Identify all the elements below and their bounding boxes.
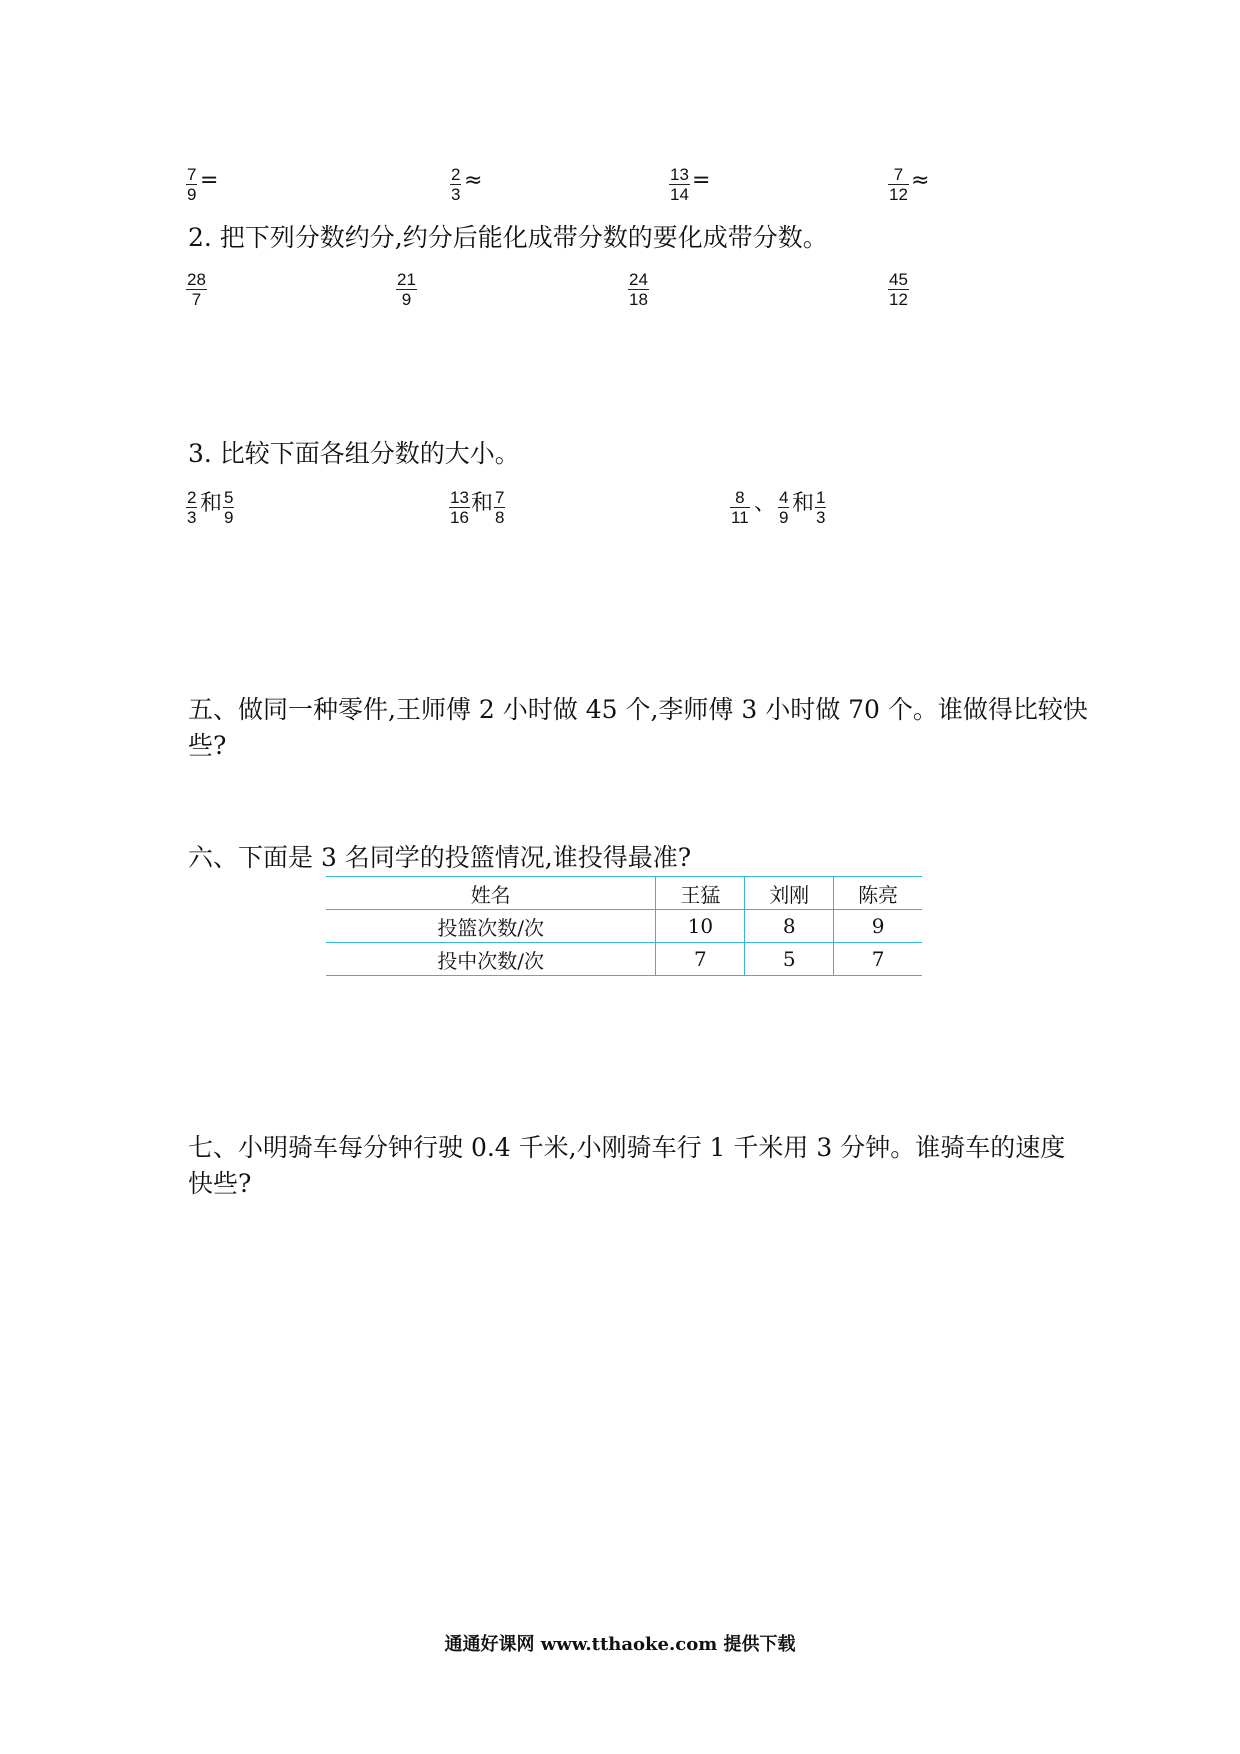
table-header-row	[326, 877, 922, 910]
fraction-45-12: 45 12	[889, 270, 908, 309]
equals-sign: =	[200, 168, 219, 193]
table-cell: 9	[834, 910, 922, 943]
separator-text: 、	[754, 491, 777, 516]
approx-sign: ≈	[464, 168, 483, 193]
q7-line2: 快些?	[188, 1169, 252, 1198]
header-student: 陈亮	[834, 877, 922, 910]
approx-sign: ≈	[911, 168, 930, 193]
table-cell: 5	[745, 943, 834, 976]
row-label: 投篮次数/次	[326, 910, 656, 943]
fraction-2-3: 2 3	[451, 165, 461, 204]
table-row	[326, 910, 922, 943]
fraction-8-11: 8 11	[731, 488, 749, 527]
fraction-7-8: 7 8	[495, 488, 505, 527]
fraction-7-9: 7 9	[187, 165, 197, 204]
and-text: 和	[200, 491, 223, 516]
q5-line1: 五、做同一种零件,王师傅 2 小时做 45 个,李师傅 3 小时做 70 个。谁做得比较快	[188, 695, 1088, 724]
header-name: 姓名	[326, 877, 656, 910]
fraction-24-18: 24 18	[629, 270, 648, 309]
table-cell: 7	[656, 943, 745, 976]
header-student: 王猛	[656, 877, 745, 910]
fraction-2-3: 2 3	[187, 488, 197, 527]
fraction-13-16: 13 16	[450, 488, 469, 527]
footer-credit: 通通好课网 www.tthaoke.com 提供下载	[444, 1634, 796, 1655]
fraction-13-14: 13 14	[670, 165, 689, 204]
q6-title: 六、下面是 3 名同学的投篮情况,谁投得最准?	[188, 843, 692, 872]
equals-sign: =	[692, 168, 711, 193]
q2-title: 2. 把下列分数约分,约分后能化成带分数的要化成带分数。	[188, 223, 828, 252]
row-label: 投中次数/次	[326, 943, 656, 976]
and-text: 和	[471, 491, 494, 516]
fraction-4-9: 4 9	[779, 488, 789, 527]
fraction-7-12: 7 12	[889, 165, 908, 204]
fraction-1-3: 1 3	[816, 488, 826, 527]
table-cell: 7	[834, 943, 922, 976]
table-cell: 8	[745, 910, 834, 943]
q3-title: 3. 比较下面各组分数的大小。	[188, 439, 520, 468]
fraction-21-9: 21 9	[397, 270, 416, 309]
q7-line1: 七、小明骑车每分钟行驶 0.4 千米,小刚骑车行 1 千米用 3 分钟。谁骑车的速度	[188, 1133, 1066, 1162]
table-cell: 10	[656, 910, 745, 943]
header-student: 刘刚	[745, 877, 834, 910]
shooting-table	[326, 876, 922, 976]
and-text: 和	[792, 491, 815, 516]
fraction-28-7: 28 7	[187, 270, 206, 309]
fraction-5-9: 5 9	[224, 488, 234, 527]
q5-line2: 些?	[188, 731, 227, 760]
table-row	[326, 943, 922, 976]
